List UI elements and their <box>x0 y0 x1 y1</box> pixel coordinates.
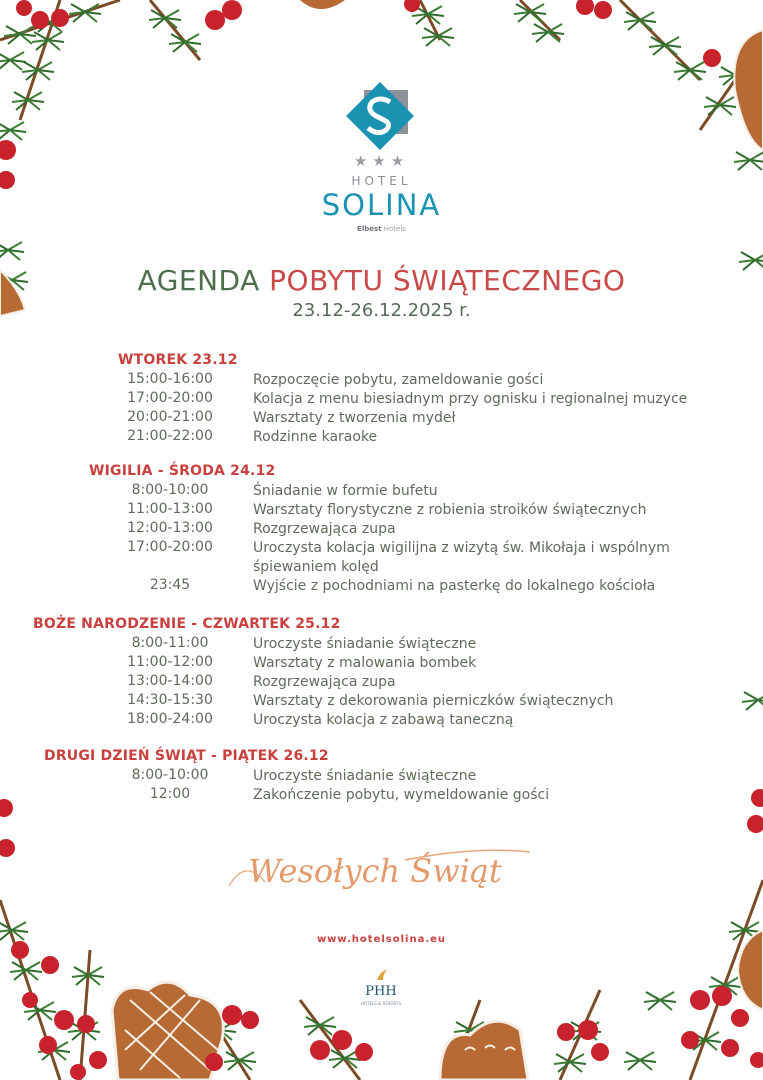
title-part-stay: POBYTU ŚWIĄTECZNEGO <box>269 264 626 297</box>
brand-sub-bold: Elbest <box>357 225 382 233</box>
agenda-desc: Rozgrzewająca zupa <box>253 674 396 690</box>
agenda-desc: Uroczysta kolacja z zabawą taneczną <box>253 712 514 728</box>
agenda-time: 12:00 <box>149 786 191 802</box>
agenda-desc: Uroczyste śniadanie świąteczne <box>253 768 477 784</box>
agenda-desc: Warsztaty florystyczne z robienia stroików świątecznych <box>253 502 647 518</box>
agenda-time: 8:00-11:00 <box>131 635 209 651</box>
phh-logo-subtitle: HOTELS & RESORTS <box>360 1001 402 1006</box>
agenda-time: 17:00-20:00 <box>127 539 213 555</box>
berries-top-right-icon <box>404 0 721 67</box>
day-heading-tuesday: WTOREK 23.12 <box>118 352 238 368</box>
agenda-time: 17:00-20:00 <box>127 390 213 406</box>
agenda-desc: Rozpoczęcie pobytu, zameldowanie gości <box>253 372 544 388</box>
day-heading-christmas-day: BOŻE NARODZENIE - CZWARTEK 25.12 <box>33 616 341 632</box>
hotel-stars: ★★★ <box>353 152 410 170</box>
phh-bird-icon <box>375 968 389 982</box>
page-title <box>0 264 763 297</box>
agenda-time: 8:00-10:00 <box>131 482 209 498</box>
agenda-desc: Rodzinne karaoke <box>253 429 378 445</box>
title-part-agenda: AGENDA <box>137 264 260 297</box>
agenda-time: 8:00-10:00 <box>131 767 209 783</box>
agenda-time: 18:00-24:00 <box>127 711 213 727</box>
agenda-time: 20:00-21:00 <box>127 409 213 425</box>
agenda-desc: Śniadanie w formie bufetu <box>253 483 438 499</box>
phh-logo <box>355 968 407 1010</box>
agenda-desc: Warsztaty z malowania bombek <box>253 655 477 671</box>
gingerbread-heart-icon <box>112 982 223 1080</box>
wishes-text: Wesołych Świąt <box>248 852 502 890</box>
agenda-desc: Uroczyste śniadanie świąteczne <box>253 636 477 652</box>
brand-subtitle <box>0 225 763 233</box>
agenda-desc: Uroczysta kolacja wigilijna z wizytą św. Mikołaja i wspólnym śpiewaniem kolęd <box>253 540 670 575</box>
solina-logo-icon <box>346 82 416 152</box>
agenda-desc: Warsztaty z tworzenia mydeł <box>253 410 456 426</box>
agenda-desc: Rozgrzewająca zupa <box>253 521 396 537</box>
day-heading-second-day: DRUGI DZIEŃ ŚWIĄT - PIĄTEK 26.12 <box>44 748 329 764</box>
phh-logo-text: PHH <box>365 984 397 999</box>
wishes-calligraphy <box>225 838 535 900</box>
agenda-time: 21:00-22:00 <box>127 428 213 444</box>
agenda-time: 23:45 <box>149 577 191 593</box>
berries-bottom-icon <box>11 941 763 1080</box>
agenda-time: 14:30-15:30 <box>127 692 213 708</box>
agenda-time: 11:00-13:00 <box>127 501 213 517</box>
agenda-desc: Kolacja z menu biesiadnym przy ognisku i regionalnej muzyce <box>253 391 688 407</box>
hotel-brand-name: SOLINA <box>321 188 442 222</box>
agenda-desc: Zakończenie pobytu, wymeldowanie gości <box>253 787 550 803</box>
agenda-desc: Warsztaty z dekorowania pierniczków świątecznych <box>253 693 614 709</box>
gingerbread-heart-right-icon <box>440 1021 528 1080</box>
stay-dates: 23.12-26.12.2025 r. <box>292 300 471 321</box>
hotel-word: HOTEL <box>351 174 412 188</box>
agenda-time: 12:00-13:00 <box>127 520 213 536</box>
branch-top-left-icon <box>0 0 201 290</box>
agenda-desc: Wyjście z pochodniami na pasterkę do lokalnego kościoła <box>253 578 656 594</box>
website-link[interactable]: www.hotelsolina.eu <box>316 934 447 945</box>
agenda-time: 15:00-16:00 <box>127 371 213 387</box>
agenda-time: 13:00-14:00 <box>127 673 213 689</box>
gingerbread-top-right-icon <box>734 30 763 150</box>
brand-sub-rest: Hotels <box>383 225 406 233</box>
agenda-time: 11:00-12:00 <box>127 654 213 670</box>
day-heading-christmas-eve: WIGILIA - ŚRODA 24.12 <box>89 463 276 479</box>
